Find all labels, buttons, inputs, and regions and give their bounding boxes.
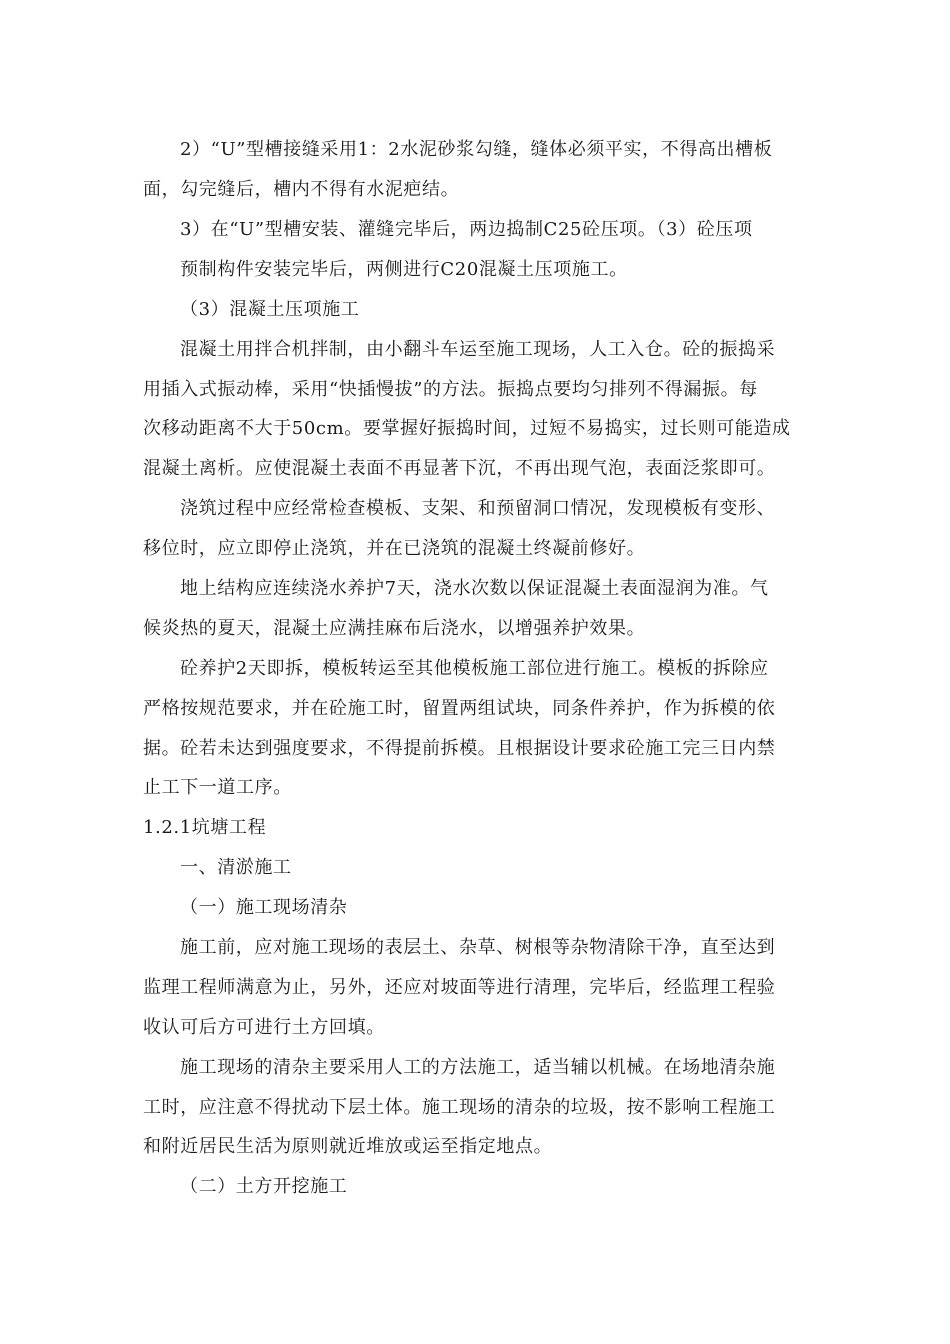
paragraph-line: 候炎热的夏天，混凝土应满挂麻布后浇水，以增强养护效果。 (143, 618, 646, 639)
paragraph-line: 施工前，应对施工现场的表层土、杂草、树根等杂物清除干净，直至达到 (180, 937, 776, 958)
paragraph-line: 次移动距离不大于50cm。要掌握好振捣时间，过短不易捣实，过长则可能造成 (143, 418, 791, 439)
section-heading: （二）土方开挖施工 (180, 1176, 348, 1197)
paragraph-line: 工时，应注意不得扰动下层土体。施工现场的清杂的垃圾，按不影响工程施工 (143, 1097, 776, 1118)
section-heading: 1.2.1坑塘工程 (143, 817, 267, 838)
paragraph-line: 止工下一道工序。 (143, 777, 292, 798)
paragraph-line: 严格按规范要求，并在砼施工时，留置两组试块，同条件养护，作为拆模的依 (143, 698, 776, 719)
paragraph-line: 面，勾完缝后，槽内不得有水泥疤结。 (143, 179, 460, 200)
paragraph-line: 监理工程师满意为止，另外，还应对坡面等进行清理，完毕后，经监理工程验 (143, 977, 776, 998)
paragraph-line: 用插入式振动棒，采用“快插慢拔”的方法。振捣点要均匀排列不得漏振。每 (143, 379, 758, 400)
paragraph-line: 施工现场的清杂主要采用人工的方法施工，适当辅以机械。在场地清杂施 (180, 1057, 776, 1078)
paragraph-line: 混凝土离析。应使混凝土表面不再显著下沉，不再出现气泡，表面泛浆即可。 (143, 458, 776, 479)
paragraph-line: 和附近居民生活为原则就近堆放或运至指定地点。 (143, 1136, 553, 1157)
paragraph-line: 2）“U”型槽接缝采用1：2水泥砂浆勾缝，缝体必须平实，不得高出槽板 (180, 139, 773, 160)
paragraph-line: 预制构件安装完毕后，两侧进行C20混凝土压项施工。 (180, 259, 628, 280)
paragraph-line: 收认可后方可进行土方回填。 (143, 1017, 385, 1038)
section-heading: 一、清淤施工 (180, 857, 292, 878)
paragraph-line: 移位时，应立即停止浇筑，并在已浇筑的混凝土终凝前修好。 (143, 538, 646, 559)
paragraph-line: 混凝土用拌合机拌制，由小翻斗车运至施工现场，人工入仓。砼的振捣采 (180, 339, 776, 360)
paragraph-line: 地上结构应连续浇水养护7天，浇水次数以保证混凝土表面湿润为准。气 (180, 578, 769, 599)
paragraph-line: 据。砼若未达到强度要求，不得提前拆模。且根据设计要求砼施工完三日内禁 (143, 738, 776, 759)
paragraph-line: 3）在“U”型槽安装、灌缝完毕后，两边捣制C25砼压项。（3）砼压项 (180, 219, 753, 240)
paragraph-line: 浇筑过程中应经常检查模板、支架、和预留洞口情况，发现模板有变形、 (180, 498, 776, 519)
paragraph-line: 砼养护2天即拆，模板转运至其他模板施工部位进行施工。模板的拆除应 (180, 658, 769, 679)
section-heading: （一）施工现场清杂 (180, 897, 348, 918)
section-heading: （3）混凝土压项施工 (180, 299, 360, 320)
